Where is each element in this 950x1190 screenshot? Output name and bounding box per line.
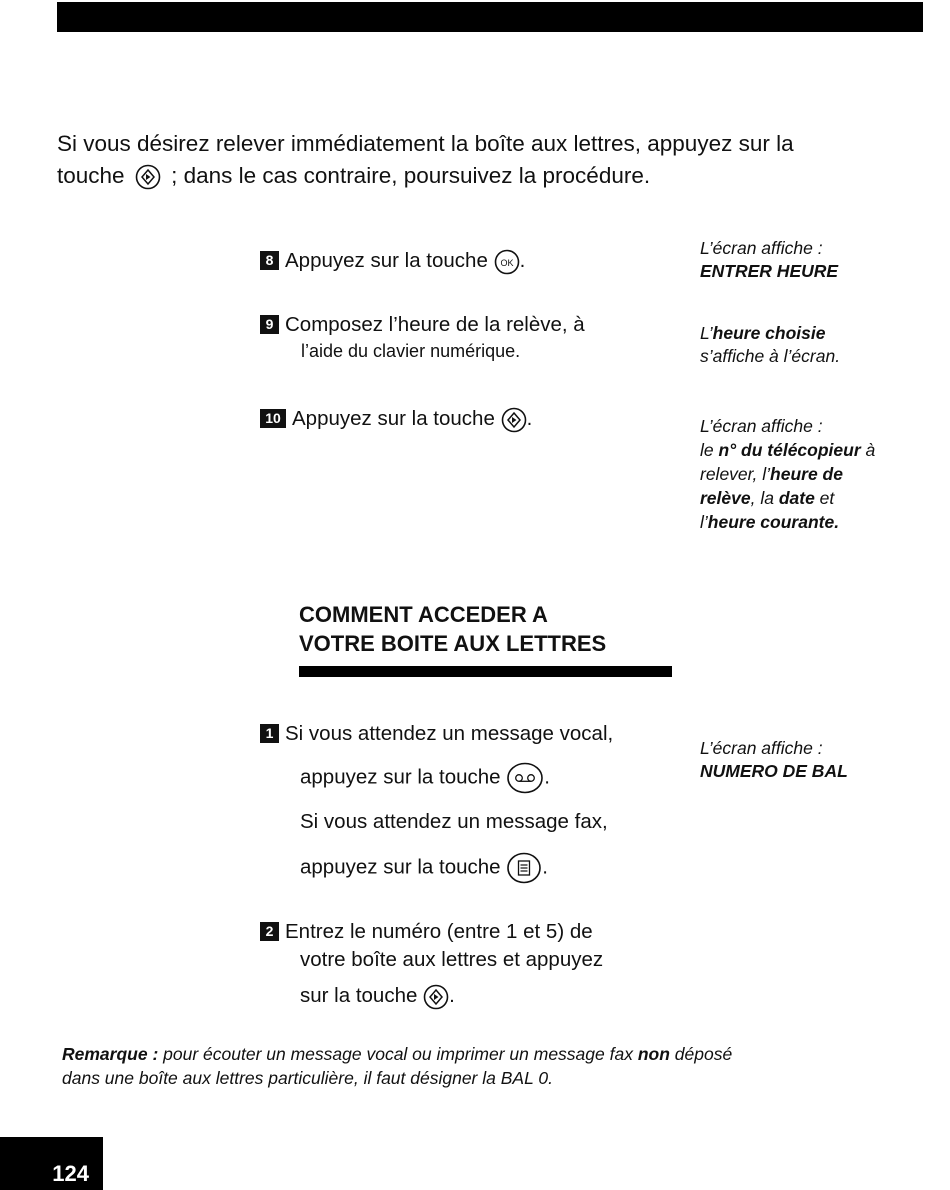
- step-text: votre boîte aux lettres et appuyez: [300, 948, 604, 971]
- remark-note: [62, 1042, 922, 1090]
- screen-text: L’: [700, 323, 713, 343]
- step-number: 9: [260, 315, 279, 334]
- step-text: appuyez sur la touche: [300, 855, 501, 879]
- screen-text: n° du télécopieur: [718, 440, 861, 460]
- section-heading: [299, 600, 606, 658]
- screen-text: , la: [750, 488, 779, 508]
- start-key-icon: [501, 407, 527, 433]
- step-text: Appuyez sur la touche: [292, 407, 495, 430]
- ok-key-icon: [494, 249, 520, 275]
- screen-text: heure choisie: [712, 323, 826, 343]
- screen-text: heure courante: [707, 512, 835, 532]
- svg-text:OK: OK: [500, 257, 514, 268]
- step-text: Si vous attendez un message vocal,: [285, 722, 614, 745]
- screen-display-1: [700, 237, 838, 283]
- screen-text: relève: [700, 488, 751, 508]
- step-2: 2 Entrez le numéro (entre 1 et 5) de votre boîte aux lettres et appuyez sur la touche .: [260, 918, 603, 1010]
- step-text: Si vous attendez un message fax,: [300, 810, 608, 833]
- step-9: [260, 311, 585, 364]
- step-1: 1 Si vous attendez un message vocal, appuyez sur la touche . Si vous attendez un message fax, appuyez sur la touche .: [260, 720, 613, 884]
- start-key-icon: [135, 164, 161, 190]
- screen-text: s’affiche à l’écran.: [700, 346, 841, 366]
- page-number: 124: [52, 1161, 89, 1186]
- screen-text: à: [860, 440, 876, 460]
- step-text: Entrez le numéro (entre 1 et 5) de: [285, 920, 593, 943]
- heading-line: COMMENT ACCEDER A: [299, 602, 548, 627]
- screen-text: et: [814, 488, 835, 508]
- step-10: 10 Appuyez sur la touche .: [260, 405, 532, 433]
- page-number-tab: [0, 1137, 103, 1190]
- intro-paragraph: [57, 128, 927, 192]
- step-number: 10: [260, 409, 286, 428]
- step-number: 1: [260, 724, 279, 743]
- heading-underline: [299, 666, 672, 677]
- screen-text: .: [834, 512, 840, 532]
- screen-value: NUMERO DE BAL: [700, 761, 848, 781]
- remark-text: déposé: [669, 1044, 733, 1064]
- step-text: sur la touche: [300, 984, 418, 1007]
- remark-text: non: [637, 1044, 670, 1064]
- screen-text: L’écran affiche :: [700, 416, 823, 436]
- remark-text: dans une boîte aux lettres particulière, il faut désigner la BAL 0.: [62, 1068, 553, 1088]
- header-bar: [57, 2, 923, 32]
- step-text: Composez l’heure de la relève, à: [285, 313, 585, 336]
- step-text: Appuyez sur la touche: [285, 249, 488, 272]
- screen-text: relever, l’: [700, 464, 771, 484]
- screen-text: le: [700, 440, 719, 460]
- step-text: l’aide du clavier numérique.: [301, 341, 521, 361]
- step-number: 2: [260, 922, 279, 941]
- intro-line-1: Si vous désirez relever immédiatement la boîte aux lettres, appuyez sur la: [57, 131, 794, 156]
- step-number: 8: [260, 251, 279, 270]
- screen-label: L’écran affiche :: [700, 238, 823, 258]
- heading-line: VOTRE BOITE AUX LETTRES: [299, 631, 607, 656]
- voice-mail-key-icon: [506, 762, 544, 794]
- screen-text: date: [778, 488, 815, 508]
- screen-label: L’écran affiche :: [700, 738, 823, 758]
- fax-mail-key-icon: [506, 852, 542, 884]
- intro-text: touche: [57, 163, 125, 188]
- screen-display-3: [700, 414, 875, 534]
- step-8: 8 Appuyez sur la touche OK .: [260, 247, 525, 275]
- screen-display-4: [700, 737, 848, 783]
- screen-text: heure de: [770, 464, 843, 484]
- screen-display-2: [700, 322, 840, 368]
- screen-text: l’: [700, 512, 708, 532]
- intro-line-2: [57, 160, 927, 192]
- step-text: appuyez sur la touche: [300, 765, 501, 789]
- screen-value: ENTRER HEURE: [700, 261, 839, 281]
- remark-text: pour écouter un message vocal ou imprimer un message fax: [158, 1044, 638, 1064]
- intro-text: ; dans le cas contraire, poursuivez la procédure.: [171, 163, 651, 188]
- remark-label: Remarque :: [62, 1044, 159, 1064]
- start-key-icon: [423, 984, 449, 1010]
